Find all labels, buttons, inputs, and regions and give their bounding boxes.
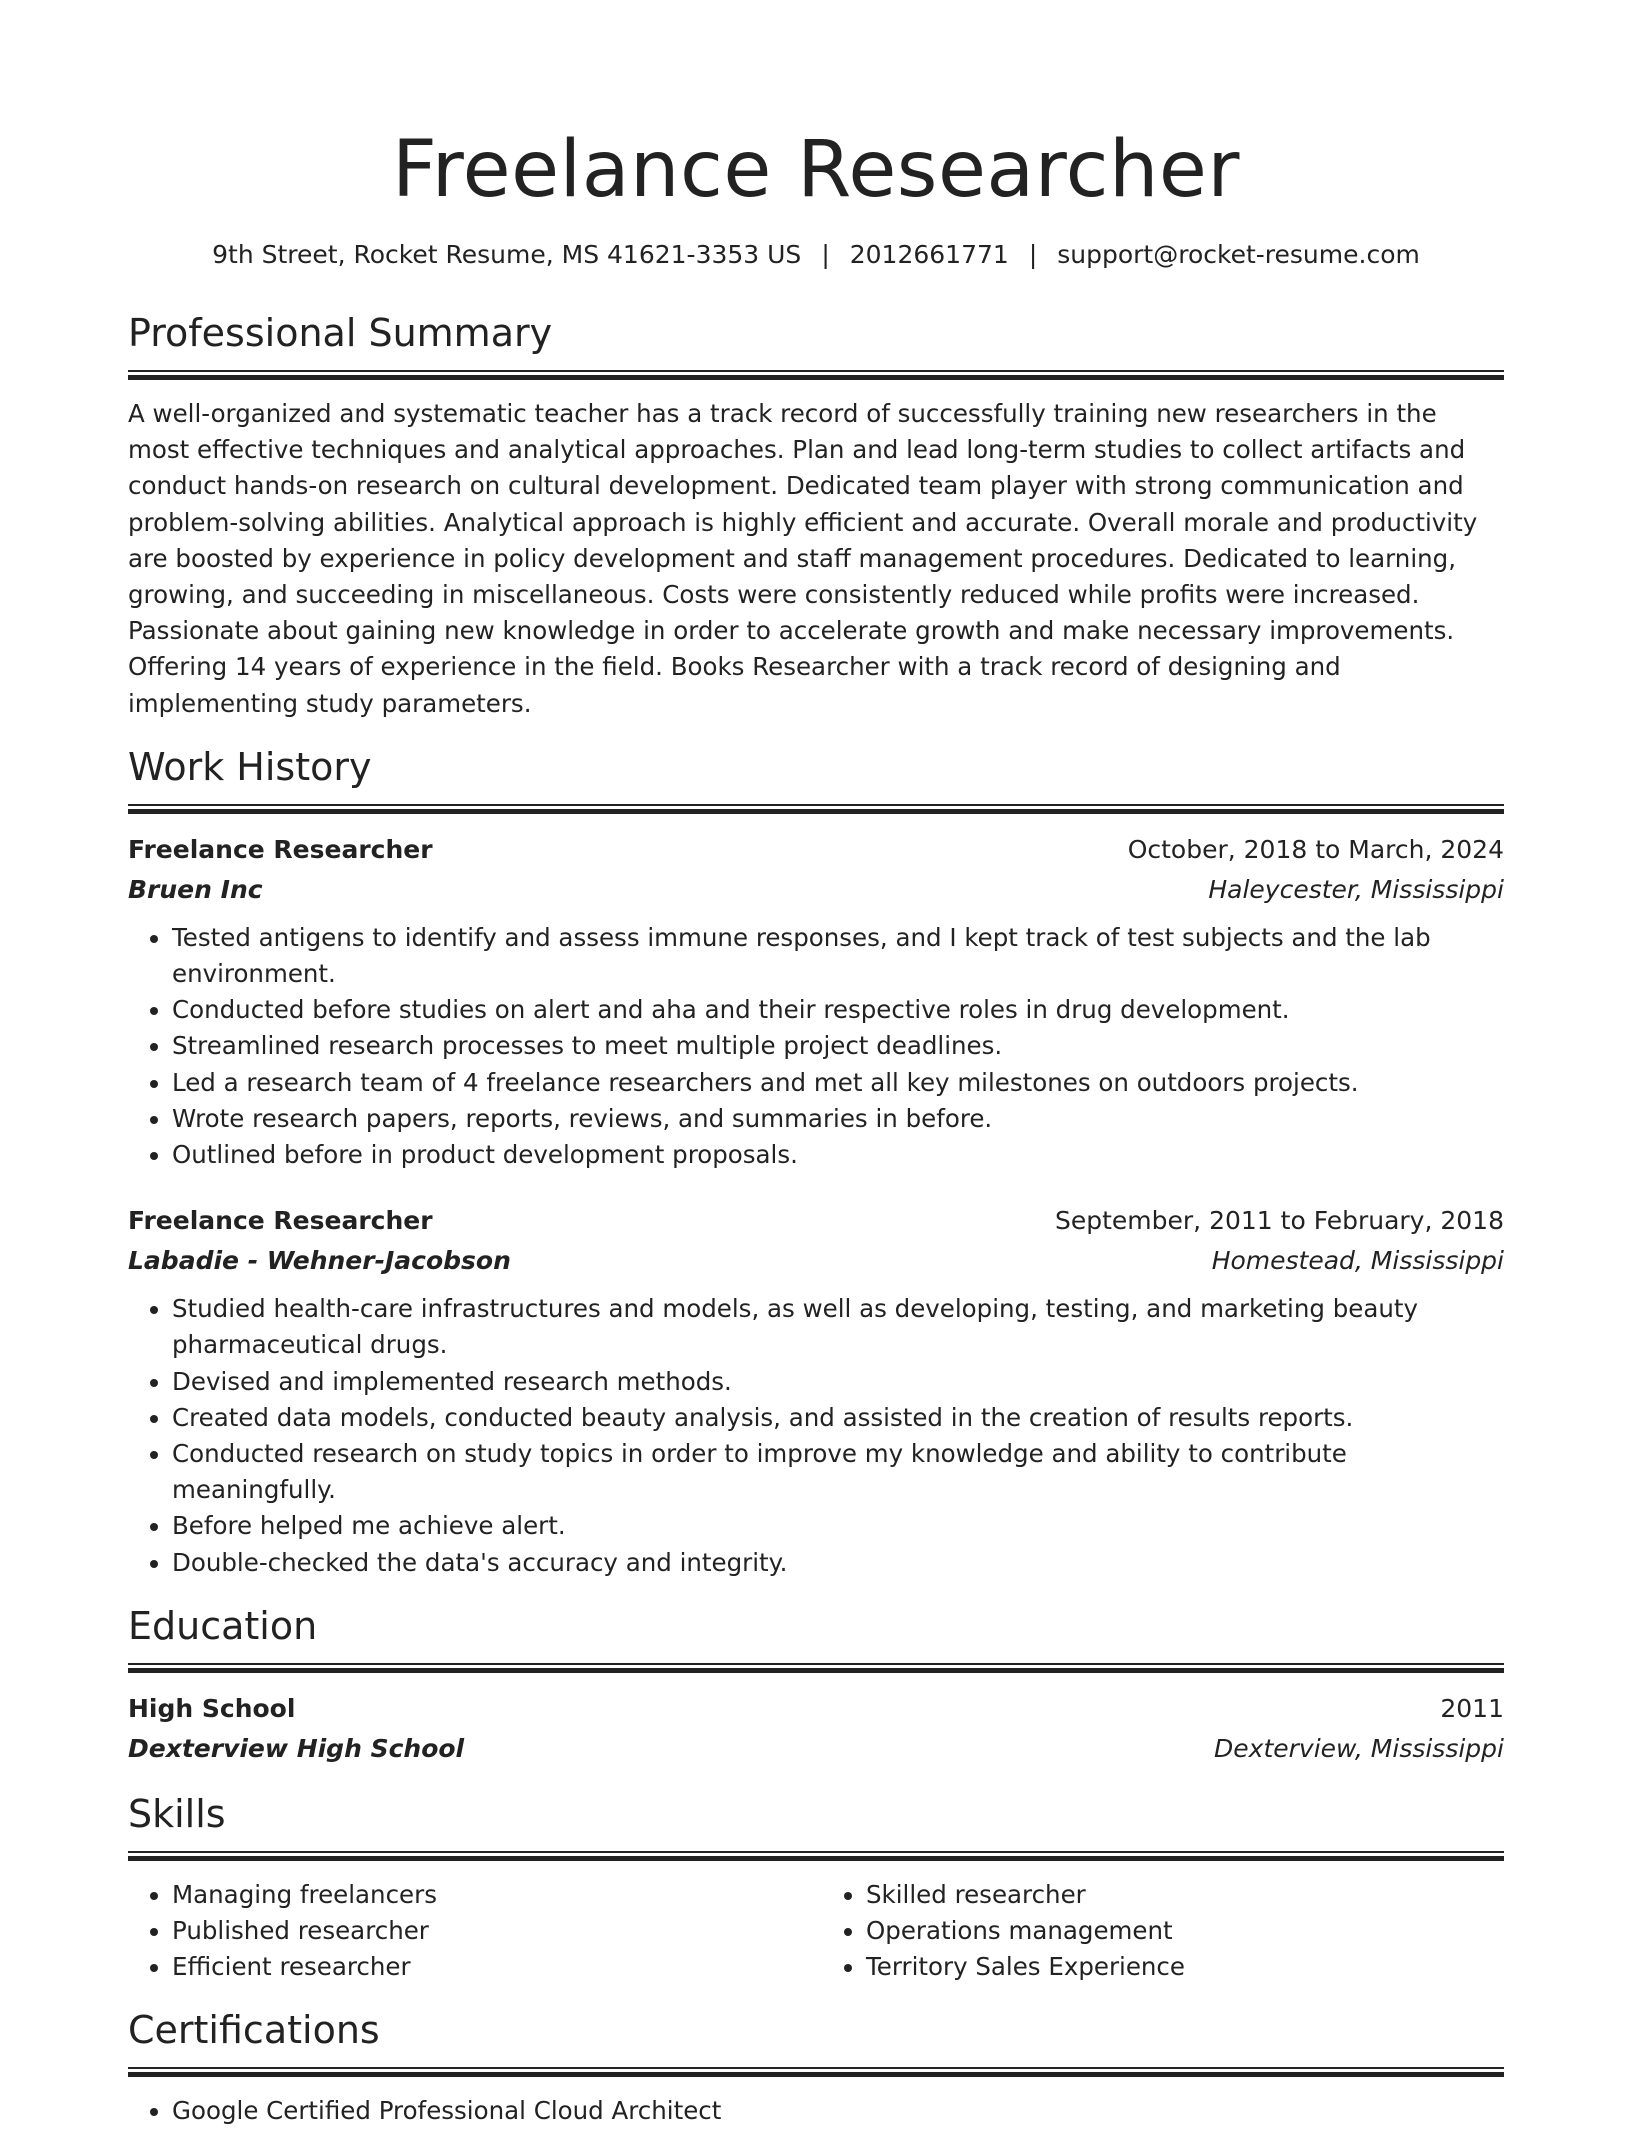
job-bullet: • Tested antigens to identify and assess immune responses, and I kept track of test subjects and the lab environment. [172, 920, 1504, 992]
skill-item: • Skilled researcher [866, 1877, 1504, 1913]
summary-heading: Professional Summary [128, 311, 553, 355]
contact-email: support@rocket-resume.com [1057, 240, 1420, 269]
job-bullet: • Outlined before in product development proposals. [172, 1137, 1504, 1173]
job-entry [128, 1201, 1504, 1581]
job-location: Homestead, Mississippi [1211, 1246, 1504, 1276]
education-school: Dexterview High School [128, 1733, 465, 1763]
job-bullet: • Devised and implemented research methods. [172, 1364, 1504, 1400]
job-bullet: • Studied health-care infrastructures and models, as well as developing, testing, and marketing beauty pharmaceutical drugs. [172, 1291, 1504, 1363]
job-employer: Labadie - Wehner-Jacobson [128, 1246, 511, 1276]
job-bullet: • Led a research team of 4 freelance researchers and met all key milestones on outdoors projects. [172, 1065, 1504, 1101]
contact-line [128, 238, 1504, 272]
contact-separator: | [821, 240, 830, 269]
certifications-heading: Certifications [128, 2008, 380, 2053]
job-bullet: • Conducted research on study topics in order to improve my knowledge and ability to contribute meaningfully. [172, 1436, 1504, 1508]
job-position: Freelance Researcher [128, 1206, 433, 1236]
job-bullets [128, 920, 1504, 1173]
resume-name: Freelance Researcher [392, 125, 1240, 215]
education-location: Dexterview, Mississippi [1214, 1733, 1504, 1763]
contact-address: 9th Street, Rocket Resume, MS 41621-3353 US [212, 240, 802, 269]
job-dates: October, 2018 to March, 2024 [1127, 834, 1504, 864]
section-divider [128, 1851, 1504, 1861]
certifications-section [128, 2007, 1504, 2129]
skills-column-right [816, 1877, 1504, 1986]
job-location: Haleycester, Mississippi [1208, 874, 1504, 904]
education-heading: Education [128, 1603, 318, 1648]
skill-item: • Efficient researcher [172, 1949, 816, 1985]
job-bullet: • Streamlined research processes to meet multiple project deadlines. [172, 1028, 1504, 1064]
skills-column-left [128, 1877, 816, 1986]
job-employer: Bruen Inc [128, 874, 263, 904]
job-bullet: • Conducted before studies on alert and aha and their respective roles in drug development. [172, 992, 1504, 1028]
skill-item: • Managing freelancers [172, 1877, 816, 1913]
certification-item: • Google Certified Professional Cloud Architect [172, 2093, 1504, 2129]
skill-item: • Published researcher [172, 1913, 816, 1949]
summary-section [128, 310, 1504, 722]
job-position: Freelance Researcher [128, 834, 433, 864]
education-section [128, 1603, 1504, 1769]
education-degree: High School [128, 1693, 296, 1723]
work-history-section [128, 744, 1504, 1581]
skills-grid [128, 1877, 1504, 1986]
job-bullet: • Before helped me achieve alert. [172, 1508, 1504, 1544]
skill-item: • Territory Sales Experience [866, 1949, 1504, 1985]
contact-separator: | [1028, 240, 1038, 269]
section-divider [128, 804, 1504, 814]
skills-heading: Skills [128, 1791, 226, 1836]
section-divider [128, 1663, 1504, 1673]
skill-item: • Operations management [866, 1913, 1504, 1949]
job-dates: September, 2011 to February, 2018 [1055, 1206, 1504, 1236]
contact-phone: 2012661771 [849, 240, 1009, 269]
skills-section [128, 1791, 1504, 1986]
job-entry [128, 830, 1504, 1173]
job-bullet: • Wrote research papers, reports, reviews, and summaries in before. [172, 1101, 1504, 1137]
job-bullet: • Double-checked the data's accuracy and integrity. [172, 1545, 1504, 1581]
work-history-heading: Work History [128, 744, 372, 789]
job-bullets [128, 1291, 1504, 1581]
section-divider [128, 2067, 1504, 2077]
summary-text: A well-organized and systematic teacher has a track record of successfully training new researchers in the most effective techniques and analytical approaches. Plan and lead long-term studies to collect artifacts and conduct hands-on research on cultural development. Dedicated team player with strong communication and problem-solving abilities. Analytical approach is highly efficient and accurate. Overall morale and productivity are boosted by experience in policy development and staff management procedures. Dedicated to learning, growing, and succeeding in miscellaneous. Costs were consistently reduced while profits were increased. Passionate about gaining new knowledge in order to accelerate growth and make necessary improvements. Offering 14 years of experience in the field. Books Researcher with a track record of designing and implementing study parameters. [128, 399, 1478, 718]
job-bullet: • Created data models, conducted beauty analysis, and assisted in the creation of results reports. [172, 1400, 1504, 1436]
section-divider [128, 370, 1504, 380]
education-year: 2011 [1440, 1693, 1504, 1723]
